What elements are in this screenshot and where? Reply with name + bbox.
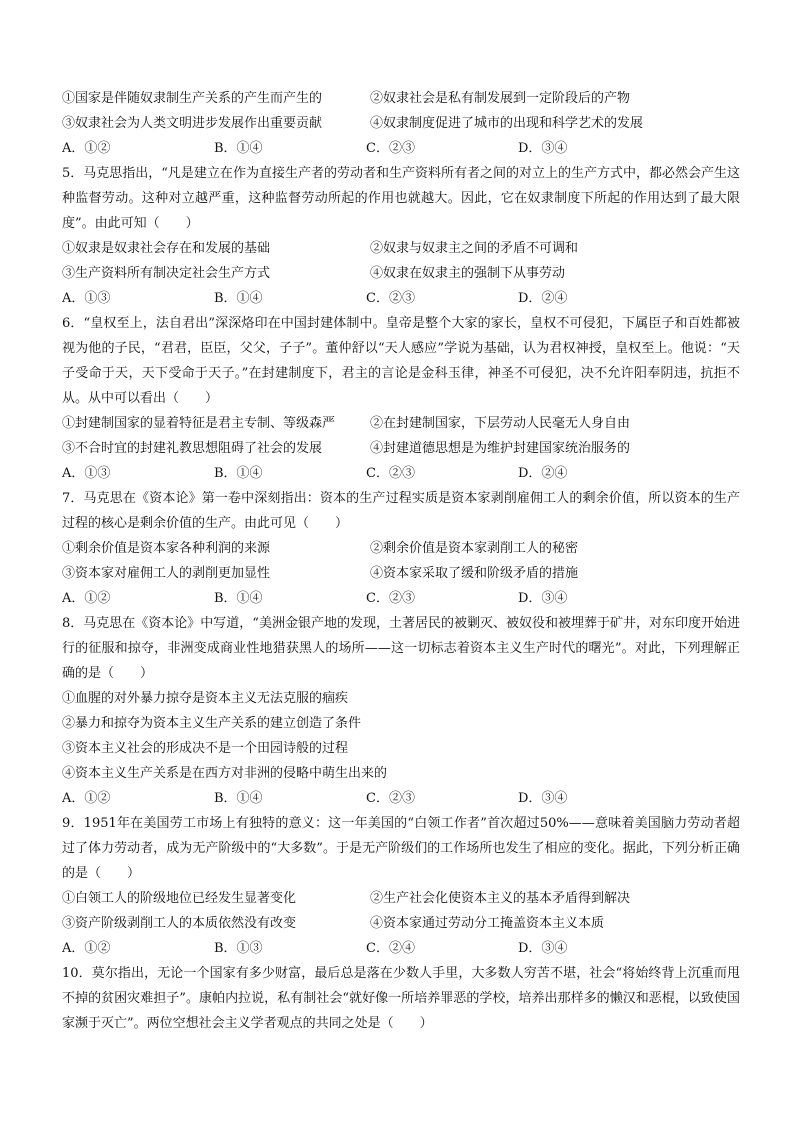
question-5-options	[62, 236, 740, 286]
option: ④奴隶在奴隶主的强制下从事劳动	[370, 266, 566, 281]
choice-a: A．①③	[62, 466, 111, 481]
option: ①封建制国家的显着特征是君主专制、等级森严	[62, 416, 336, 431]
option: ④封建道德思想是为维护封建国家统治服务的	[370, 441, 631, 456]
question-10-stem: 10．莫尔指出，无论一个国家有多少财富，最后总是落在少数人手里，大多数人穷苦不堪，社会“将始终背上沉重而甩不掉的贫困灾难担子”。康帕内拉说，私有制社会“就好像一所培养罪恶的学校，培养出那样多的懒汉和恶棍，以致使国家濒于灭亡”。两位空想社会主义学者观点的共同之处是（ ）	[62, 966, 740, 1031]
question-7-stem: 7．马克思在《资本论》第一卷中深刻指出：资本的生产过程实质是资本家剥削雇佣工人的剩余价值，所以资本的生产过程的核心是剩余价值的生产。由此可见（ ）	[62, 491, 740, 531]
choice-d: D．③④	[518, 791, 568, 806]
option: ②生产社会化使资本主义的基本矛盾得到解决	[370, 891, 631, 906]
option: ①剩余价值是资本家各种利润的来源	[62, 541, 271, 556]
option: ④资本家采取了缓和阶级矛盾的措施	[370, 566, 579, 581]
question-8	[62, 611, 740, 811]
choice-d: D．③④	[518, 141, 568, 156]
choice-b: B．①④	[214, 466, 263, 481]
question-5-choices	[62, 286, 740, 311]
choice-c: C．②④	[366, 941, 415, 956]
choice-c: C．②③	[366, 591, 415, 606]
choice-d: D．②④	[518, 291, 568, 306]
question-5-stem: 5．马克思指出，“凡是建立在作为直接生产者的劳动者和生产资料所有者之间的对立上的生产方式中，都必然会产生这种监督劳动。这种对立越严重，这种监督劳动所起的作用也就越大。因此，它在奴隶制度下所起的作用达到了最大限度”。由此可知（ ）	[62, 166, 740, 231]
question-6-stem: 6．“皇权至上，法自君出”深深烙印在中国封建体制中。皇帝是整个大家的家长，皇权不可侵犯，下属臣子和百姓都被视为他的子民，“君君，臣臣，父父，子子”。董仲舒以“天人感应”学说为基础，认为君权神授，皇权至上。他说：“天子受命于天，天下受命于天子。”在封建制度下，君主的言论是金科玉律，神圣不可侵犯，决不允许阳奉阴违，抗拒不从。从中可以看出（ ）	[62, 316, 740, 406]
choice-a: A．①③	[62, 291, 111, 306]
exam-page	[62, 86, 740, 1036]
option: ②剩余价值是资本家剥削工人的秘密	[370, 541, 579, 556]
question-4-options	[62, 86, 740, 136]
choice-a: A．①②	[62, 591, 111, 606]
question-7	[62, 486, 740, 611]
option: ②在封建制国家，下层劳动人民毫无人身自由	[370, 416, 631, 431]
option: ③奴隶社会为人类文明进步发展作出重要贡献	[62, 116, 323, 131]
option: ②奴隶与奴隶主之间的矛盾不可调和	[370, 241, 579, 256]
option: ①血腥的对外暴力掠夺是资本主义无法克服的痼疾	[62, 691, 349, 706]
question-6	[62, 311, 740, 486]
option: ②暴力和掠夺为资本主义生产关系的建立创造了条件	[62, 716, 362, 731]
option: ③资本家对雇佣工人的剥削更加显性	[62, 566, 271, 581]
option: ①国家是伴随奴隶制生产关系的产生而产生的	[62, 91, 323, 106]
choice-b: B．①④	[214, 141, 263, 156]
question-8-stem: 8．马克思在《资本论》中写道，“美洲金银产地的发现，土著居民的被剿灭、被奴役和被埋葬于矿井，对东印度开始进行的征服和掠夺，非洲变成商业性地猎获黑人的场所——这一切标志着资本主义生产时代的曙光”。对此，下列理解正确的是（ ）	[62, 616, 740, 681]
option: ①奴隶是奴隶社会存在和发展的基础	[62, 241, 271, 256]
choice-b: B．①④	[214, 591, 263, 606]
choice-b: B．①③	[214, 941, 263, 956]
option: ①白领工人的阶级地位已经发生显著变化	[62, 891, 297, 906]
choice-c: C．②③	[366, 141, 415, 156]
question-7-options	[62, 536, 740, 586]
choice-c: C．②③	[366, 466, 415, 481]
question-9-options	[62, 886, 740, 936]
question-9-choices	[62, 936, 740, 961]
choice-c: C．②③	[366, 291, 415, 306]
question-10	[62, 961, 740, 1036]
choice-d: D．③④	[518, 591, 568, 606]
option: ③资产阶级剥削工人的本质依然没有改变	[62, 916, 297, 931]
question-7-choices	[62, 586, 740, 611]
question-4-choices	[62, 136, 740, 161]
choice-c: C．②③	[366, 791, 415, 806]
choice-a: A．①②	[62, 791, 111, 806]
choice-d: D．③④	[518, 941, 568, 956]
question-9-stem: 9．1951年在美国劳工市场上有独特的意义：这一年美国的“白领工作者”首次超过50%——意味着美国脑力劳动者超过了体力劳动者，成为无产阶级中的“大多数”。于是无产阶级们的工作场所也发生了相应的变化。据此，下列分析正确的是（ ）	[62, 816, 740, 881]
option: ②奴隶社会是私有制发展到一定阶段后的产物	[370, 91, 631, 106]
question-9	[62, 811, 740, 961]
option: ③生产资料所有制决定社会生产方式	[62, 266, 271, 281]
option: ④资本主义生产关系是在西方对非洲的侵略中萌生出来的	[62, 766, 388, 781]
question-6-options	[62, 411, 740, 461]
question-6-choices	[62, 461, 740, 486]
option: ③资本主义社会的形成决不是一个田园诗般的过程	[62, 741, 349, 756]
choice-b: B．①④	[214, 291, 263, 306]
choice-a: A．①②	[62, 141, 111, 156]
option: ④奴隶制度促进了城市的出现和科学艺术的发展	[370, 116, 644, 131]
choice-a: A．①②	[62, 941, 111, 956]
option: ④资本家通过劳动分工掩盖资本主义本质	[370, 916, 605, 931]
choice-d: D．②④	[518, 466, 568, 481]
question-4	[62, 86, 740, 161]
question-8-choices	[62, 786, 740, 811]
choice-b: B．①④	[214, 791, 263, 806]
option: ③不合时宜的封建礼教思想阻碍了社会的发展	[62, 441, 323, 456]
question-5	[62, 161, 740, 311]
